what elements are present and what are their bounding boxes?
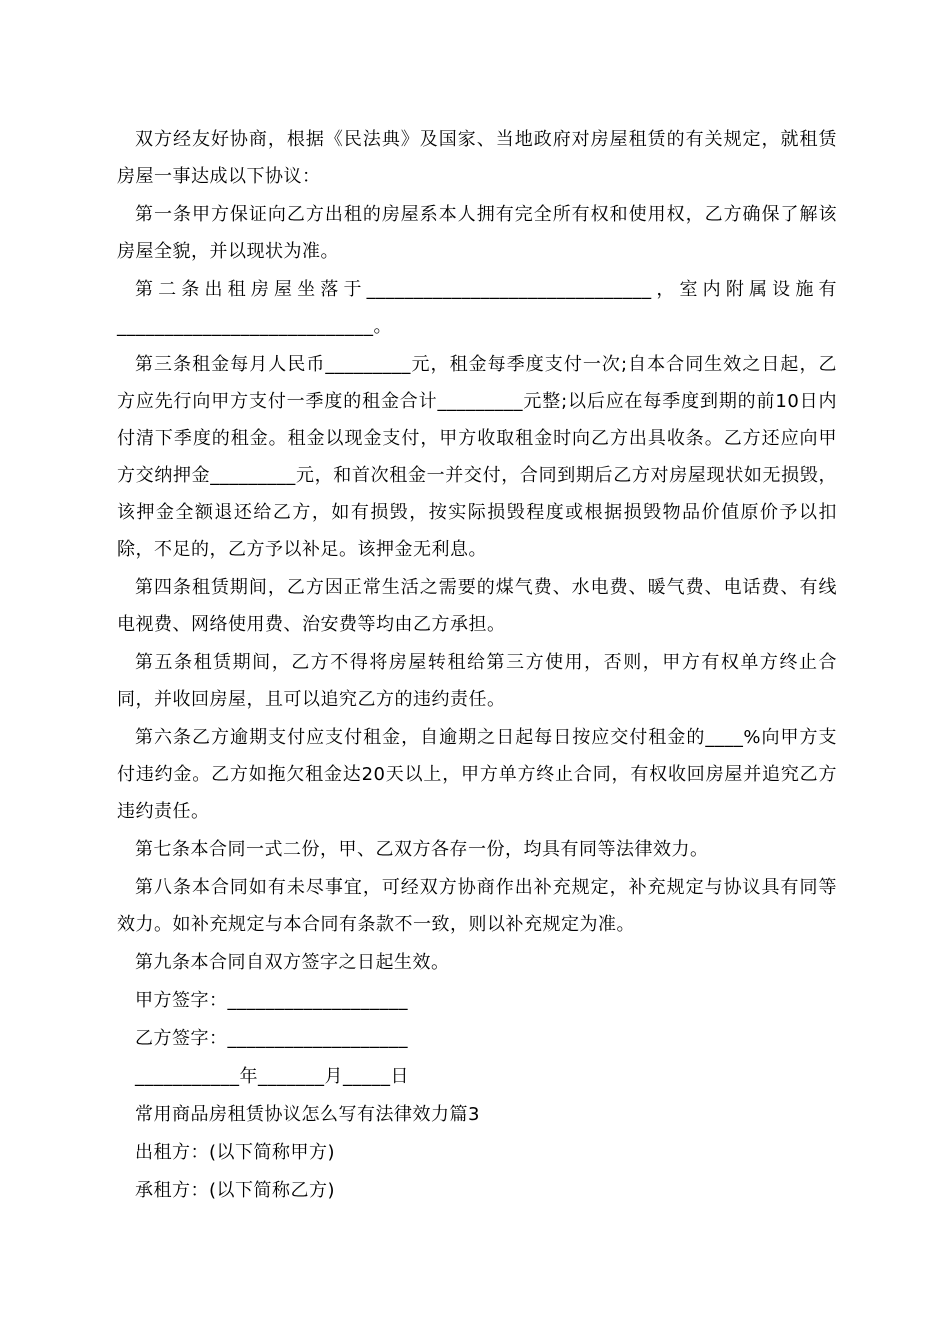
lessor-line: 出租方：(以下简称甲方) <box>135 1142 336 1163</box>
article-3: 第三条租金每月人民币_________元，租金每季度支付一次;自本合同生效之日起，乙方应先行向甲方支付一季度的租金合计_________元整;以后应在每季度到期的前10日内付清下季度的租金。租金以现金支付，甲方收取租金时向乙方出具收条。乙方还应向甲方交纳押金_________元，和首次租金一并交付，合同到期后乙方对房屋现状如无损毁，该押金全额退还给乙方，如有损毁，按实际损毁程度或根据损毁物品价值原价予以扣除，不足的，乙方予以补足。该押金无利息。 <box>117 354 837 560</box>
section-heading: 常用商品房租赁协议怎么写有法律效力篇3 <box>135 1104 480 1125</box>
party-a-signature-line: 甲方签字：___________________ <box>135 990 408 1011</box>
party-b-signature-line: 乙方签字：___________________ <box>135 1028 408 1049</box>
article-8: 第八条本合同如有未尽事宜，可经双方协商作出补充规定，补充规定与协议具有同等效力。如补充规定与本合同有条款不一致，则以补充规定为准。 <box>117 877 837 935</box>
article-2: 第二条出租房屋坐落于______________________________，室内附属设施有___________________________。 <box>117 279 837 337</box>
date-line: ___________年_______月_____日 <box>135 1066 409 1087</box>
document-body <box>117 121 837 1209</box>
article-6: 第六条乙方逾期支付应支付租金，自逾期之日起每日按应交付租金的____%向甲方支付违约金。乙方如拖欠租金达20天以上，甲方单方终止合同，有权收回房屋并追究乙方违约责任。 <box>117 727 837 822</box>
article-4: 第四条租赁期间，乙方因正常生活之需要的煤气费、水电费、暖气费、电话费、有线电视费、网络使用费、治安费等均由乙方承担。 <box>117 577 837 635</box>
article-5: 第五条租赁期间，乙方不得将房屋转租给第三方使用，否则，甲方有权单方终止合同，并收回房屋，且可以追究乙方的违约责任。 <box>117 652 837 710</box>
article-1: 第一条甲方保证向乙方出租的房屋系本人拥有完全所有权和使用权，乙方确保了解该房屋全貌，并以现状为准。 <box>117 204 837 262</box>
intro-paragraph: 双方经友好协商，根据《民法典》及国家、当地政府对房屋租赁的有关规定，就租赁房屋一事达成以下协议： <box>117 129 837 187</box>
lessee-line: 承租方：(以下简称乙方) <box>135 1180 336 1201</box>
article-9: 第九条本合同自双方签字之日起生效。 <box>135 952 450 973</box>
article-7: 第七条本合同一式二份，甲、乙双方各存一份，均具有同等法律效力。 <box>135 839 709 860</box>
